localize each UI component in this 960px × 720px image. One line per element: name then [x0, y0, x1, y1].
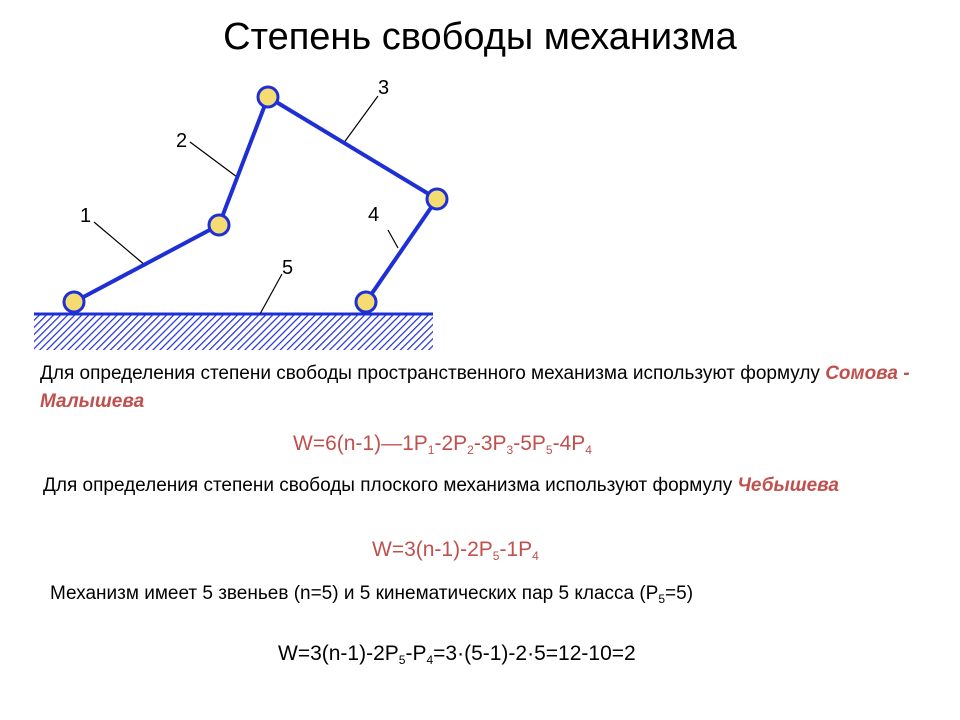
- page-title: Степень свободы механизма: [223, 16, 737, 58]
- joint-d: [427, 189, 447, 209]
- ground-base: [34, 314, 433, 350]
- spatial-mechanism-text: [40, 360, 940, 416]
- chebyshev-name: Чебышева: [737, 475, 839, 496]
- leader-line-4: [388, 230, 398, 248]
- formula1-sub: 4: [585, 443, 592, 457]
- summary-part: =5): [665, 583, 694, 604]
- leader-line-3: [343, 96, 378, 144]
- leader-line-1: [94, 222, 146, 266]
- planar-mechanism-description: Для определения степени свободы плоского механизма используют формулу: [43, 475, 738, 496]
- planar-mechanism-text: [43, 472, 943, 500]
- somov-malyshev-name: Сомова - Малышева: [40, 363, 910, 412]
- joint-b: [209, 215, 229, 235]
- leader-lines: [94, 96, 398, 314]
- link-label-5: 5: [282, 257, 294, 279]
- link-3: [268, 97, 437, 199]
- formula2-part: W=3(n-1)-2P: [372, 538, 493, 561]
- summary-part: Механизм имеет 5 звеньев (n=5) и 5 кинематических пар 5 класса (P: [50, 583, 659, 604]
- spatial-mechanism-description: Для определения степени свободы пространственного механизма используют формулу: [40, 363, 826, 384]
- links: [74, 97, 437, 302]
- formula2-sub: 5: [492, 549, 500, 563]
- formula3-sub: 4: [426, 653, 434, 667]
- formula3-part: W=3(n-1)-2P: [278, 642, 399, 665]
- somov-malyshev-formula: [293, 430, 592, 458]
- formula1-sub: 2: [467, 443, 474, 457]
- formula1-part: -2P: [434, 432, 468, 455]
- dof-calculation: [278, 640, 636, 668]
- link-2: [219, 97, 268, 225]
- link-1: [74, 225, 219, 302]
- summary-sub: 5: [658, 592, 666, 606]
- formula1-part: W=6(n-1)—1P: [293, 432, 428, 455]
- formula1-part: -5P: [513, 432, 546, 455]
- link-label-4: 4: [368, 204, 380, 226]
- link-label-2: 2: [176, 130, 188, 152]
- formula1-sub: 1: [427, 443, 435, 457]
- leader-line-2: [190, 142, 237, 177]
- joint-a: [64, 292, 84, 312]
- mechanism-summary-text: [50, 580, 930, 608]
- chebyshev-formula: [372, 536, 539, 564]
- link-label-3: 3: [378, 77, 390, 99]
- formula3-part: -P: [405, 642, 427, 665]
- formula3-sub: 5: [398, 653, 406, 667]
- formula1-sub: 5: [545, 443, 553, 457]
- formula2-part: -1P: [499, 538, 533, 561]
- formula3-part: =3·(5-1)-2·5=12-10=2: [433, 642, 636, 665]
- formula1-sub: 3: [506, 443, 514, 457]
- formula1-part: -4P: [552, 432, 586, 455]
- formula2-sub: 4: [532, 549, 539, 563]
- formula1-part: -3P: [473, 432, 507, 455]
- joint-e: [356, 292, 376, 312]
- leader-line-5: [260, 274, 282, 314]
- joint-c: [258, 87, 278, 107]
- link-label-1: 1: [80, 205, 92, 227]
